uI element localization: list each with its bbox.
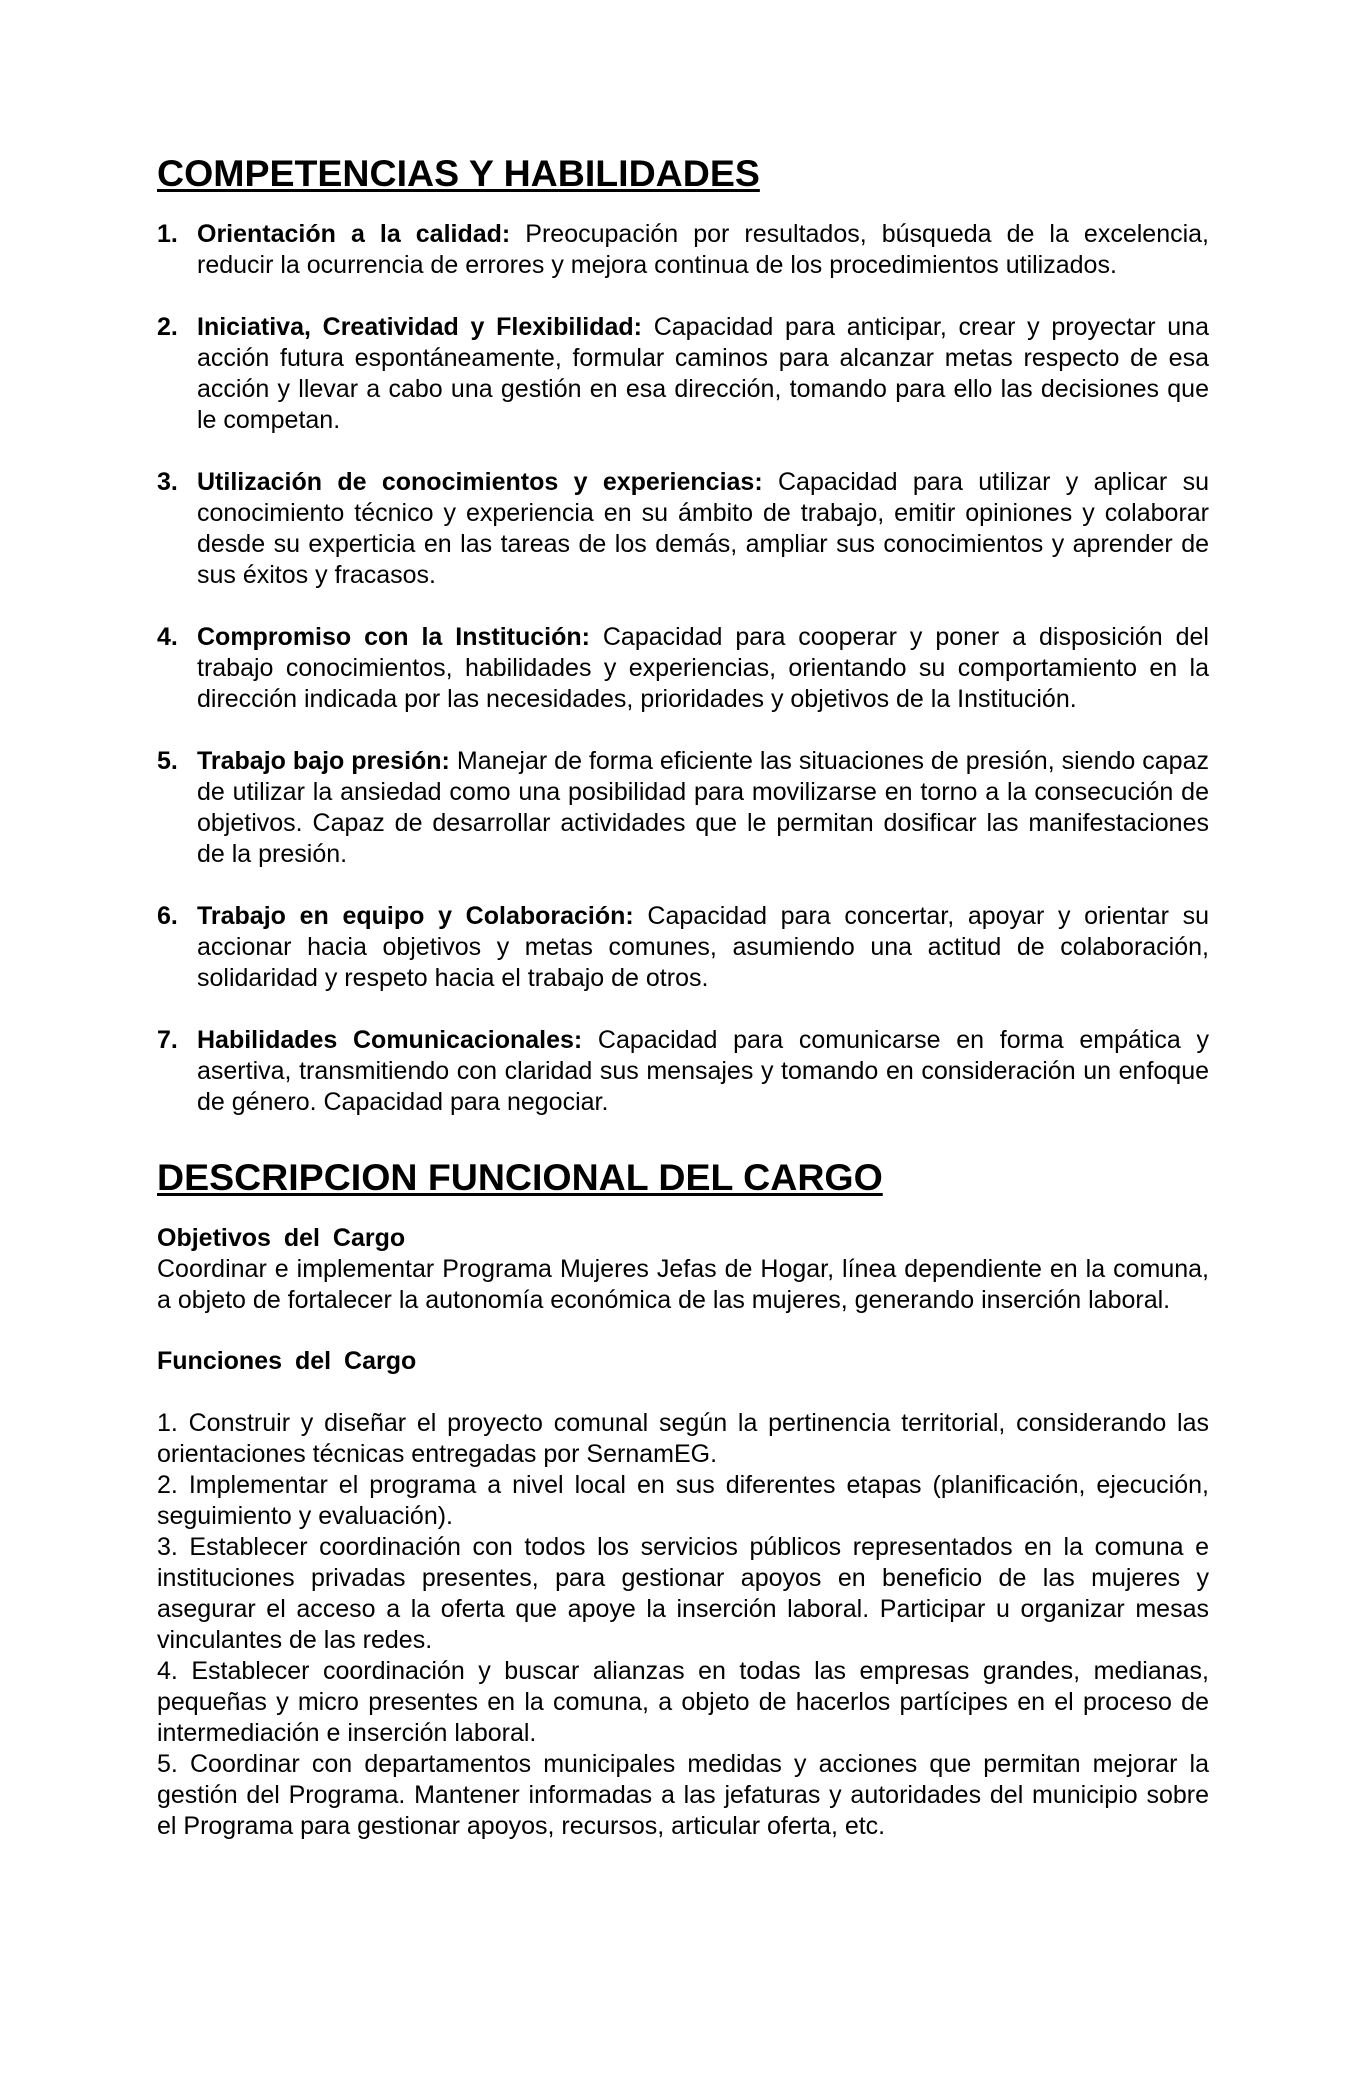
competencia-item: [157, 622, 1209, 715]
item-number: 5.: [157, 747, 178, 775]
funciones-list: [157, 1408, 1209, 1842]
item-body: [197, 219, 1209, 281]
item-number: 2.: [157, 313, 178, 341]
funcion-item: 5. Coordinar con departamentos municipales medidas y acciones que permitan mejorar la gestión del Programa. Mantener informadas a las jefaturas y autoridades del municipio sobre el Programa para gestionar apoyos, recursos, articular oferta, etc.: [157, 1750, 1209, 1840]
funcion-item: 1. Construir y diseñar el proyecto comunal según la pertinencia territorial, considerando las orientaciones técnicas entregadas por SernamEG.: [157, 1409, 1209, 1468]
competencia-item: [157, 901, 1209, 994]
funcion-item: 3. Establecer coordinación con todos los servicios públicos representados en la comuna e instituciones privadas presentes, para gestionar apoyos en beneficio de las mujeres y asegurar el acceso a la oferta que apoye la inserción laboral. Participar u organizar mesas vinculantes de las redes.: [157, 1533, 1209, 1654]
item-number: 7.: [157, 1026, 178, 1054]
item-body: [197, 901, 1209, 994]
item-number: 1.: [157, 220, 178, 248]
descripcion-heading: DESCRIPCION FUNCIONAL DEL CARGO: [157, 1156, 883, 1198]
item-body: [197, 746, 1209, 870]
item-title: Habilidades Comunicacionales:: [197, 1026, 583, 1054]
item-body: [197, 622, 1209, 715]
item-title: Orientación a la calidad:: [197, 220, 511, 248]
item-title: Compromiso con la Institución:: [197, 623, 590, 651]
competencias-heading: COMPETENCIAS Y HABILIDADES: [157, 152, 760, 194]
item-text: Capacidad para anticipar, crear y proyectar una acción futura espontáneamente, formular caminos para alcanzar metas respecto de esa acción y llevar a cabo una gestión en esa dirección, tomando para ello las decisiones que le competan.: [197, 313, 1209, 434]
competencia-item: [157, 746, 1209, 870]
objetivos-text: Coordinar e implementar Programa Mujeres Jefas de Hogar, línea dependiente en la comuna, a objeto de fortalecer la autonomía económica de las mujeres, generando inserción laboral.: [157, 1255, 1209, 1314]
item-body: [197, 1025, 1209, 1118]
funcion-item: 2. Implementar el programa a nivel local en sus diferentes etapas (planificación, ejecución, seguimiento y evaluación).: [157, 1471, 1209, 1530]
competencia-item: [157, 1025, 1209, 1118]
item-text: Preocupación por resultados, búsqueda de la excelencia, reducir la ocurrencia de errores y mejora continua de los procedimientos utilizados.: [197, 220, 1210, 279]
item-text: Capacidad para cooperar y poner a disposición del trabajo conocimientos, habilidades y experiencias, orientando su comportamiento en la dirección indicada por las necesidades, prioridades y objetivos de la Institución.: [197, 623, 1209, 713]
item-text: Capacidad para utilizar y aplicar su conocimiento técnico y experiencia en su ámbito de trabajo, emitir opiniones y colaborar desde su experticia en las tareas de los demás, ampliar sus conocimientos y aprender de sus éxitos y fracasos.: [197, 468, 1209, 589]
item-title: Trabajo en equipo y Colaboración:: [197, 902, 634, 930]
item-text: Capacidad para comunicarse en forma empática y asertiva, transmitiendo con claridad sus mensajes y tomando en consideración un enfoque de género. Capacidad para negociar.: [197, 1026, 1209, 1116]
competencia-item: [157, 312, 1209, 436]
objetivos-heading: Objetivos del Cargo: [157, 1224, 406, 1252]
item-title: Iniciativa, Creatividad y Flexibilidad:: [197, 313, 642, 341]
document-page: [157, 152, 1210, 1842]
competencia-item: [157, 467, 1209, 591]
funcion-item: 4. Establecer coordinación y buscar alianzas en todas las empresas grandes, medianas, pequeñas y micro presentes en la comuna, a objeto de hacerlos partícipes en el proceso de intermediación e inserción laboral.: [157, 1657, 1209, 1747]
item-title: Utilización de conocimientos y experiencias:: [197, 468, 763, 496]
item-title: Trabajo bajo presión:: [197, 747, 450, 775]
item-number: 4.: [157, 623, 178, 651]
item-body: [197, 467, 1209, 591]
item-number: 3.: [157, 468, 178, 496]
item-text: Capacidad para concertar, apoyar y orientar su accionar hacia objetivos y metas comunes, asumiendo una actitud de colaboración, solidaridad y respeto hacia el trabajo de otros.: [197, 902, 1210, 992]
item-text: Manejar de forma eficiente las situaciones de presión, siendo capaz de utilizar la ansiedad como una posibilidad para movilizarse en torno a la consecución de objetivos. Capaz de desarrollar actividades que le permitan dosificar las manifestaciones de la presión.: [197, 747, 1209, 868]
funciones-heading: Funciones del Cargo: [157, 1347, 417, 1375]
item-body: [197, 312, 1209, 436]
item-number: 6.: [157, 902, 178, 930]
competencias-list: [157, 219, 1209, 1118]
competencia-item: [157, 219, 1209, 281]
